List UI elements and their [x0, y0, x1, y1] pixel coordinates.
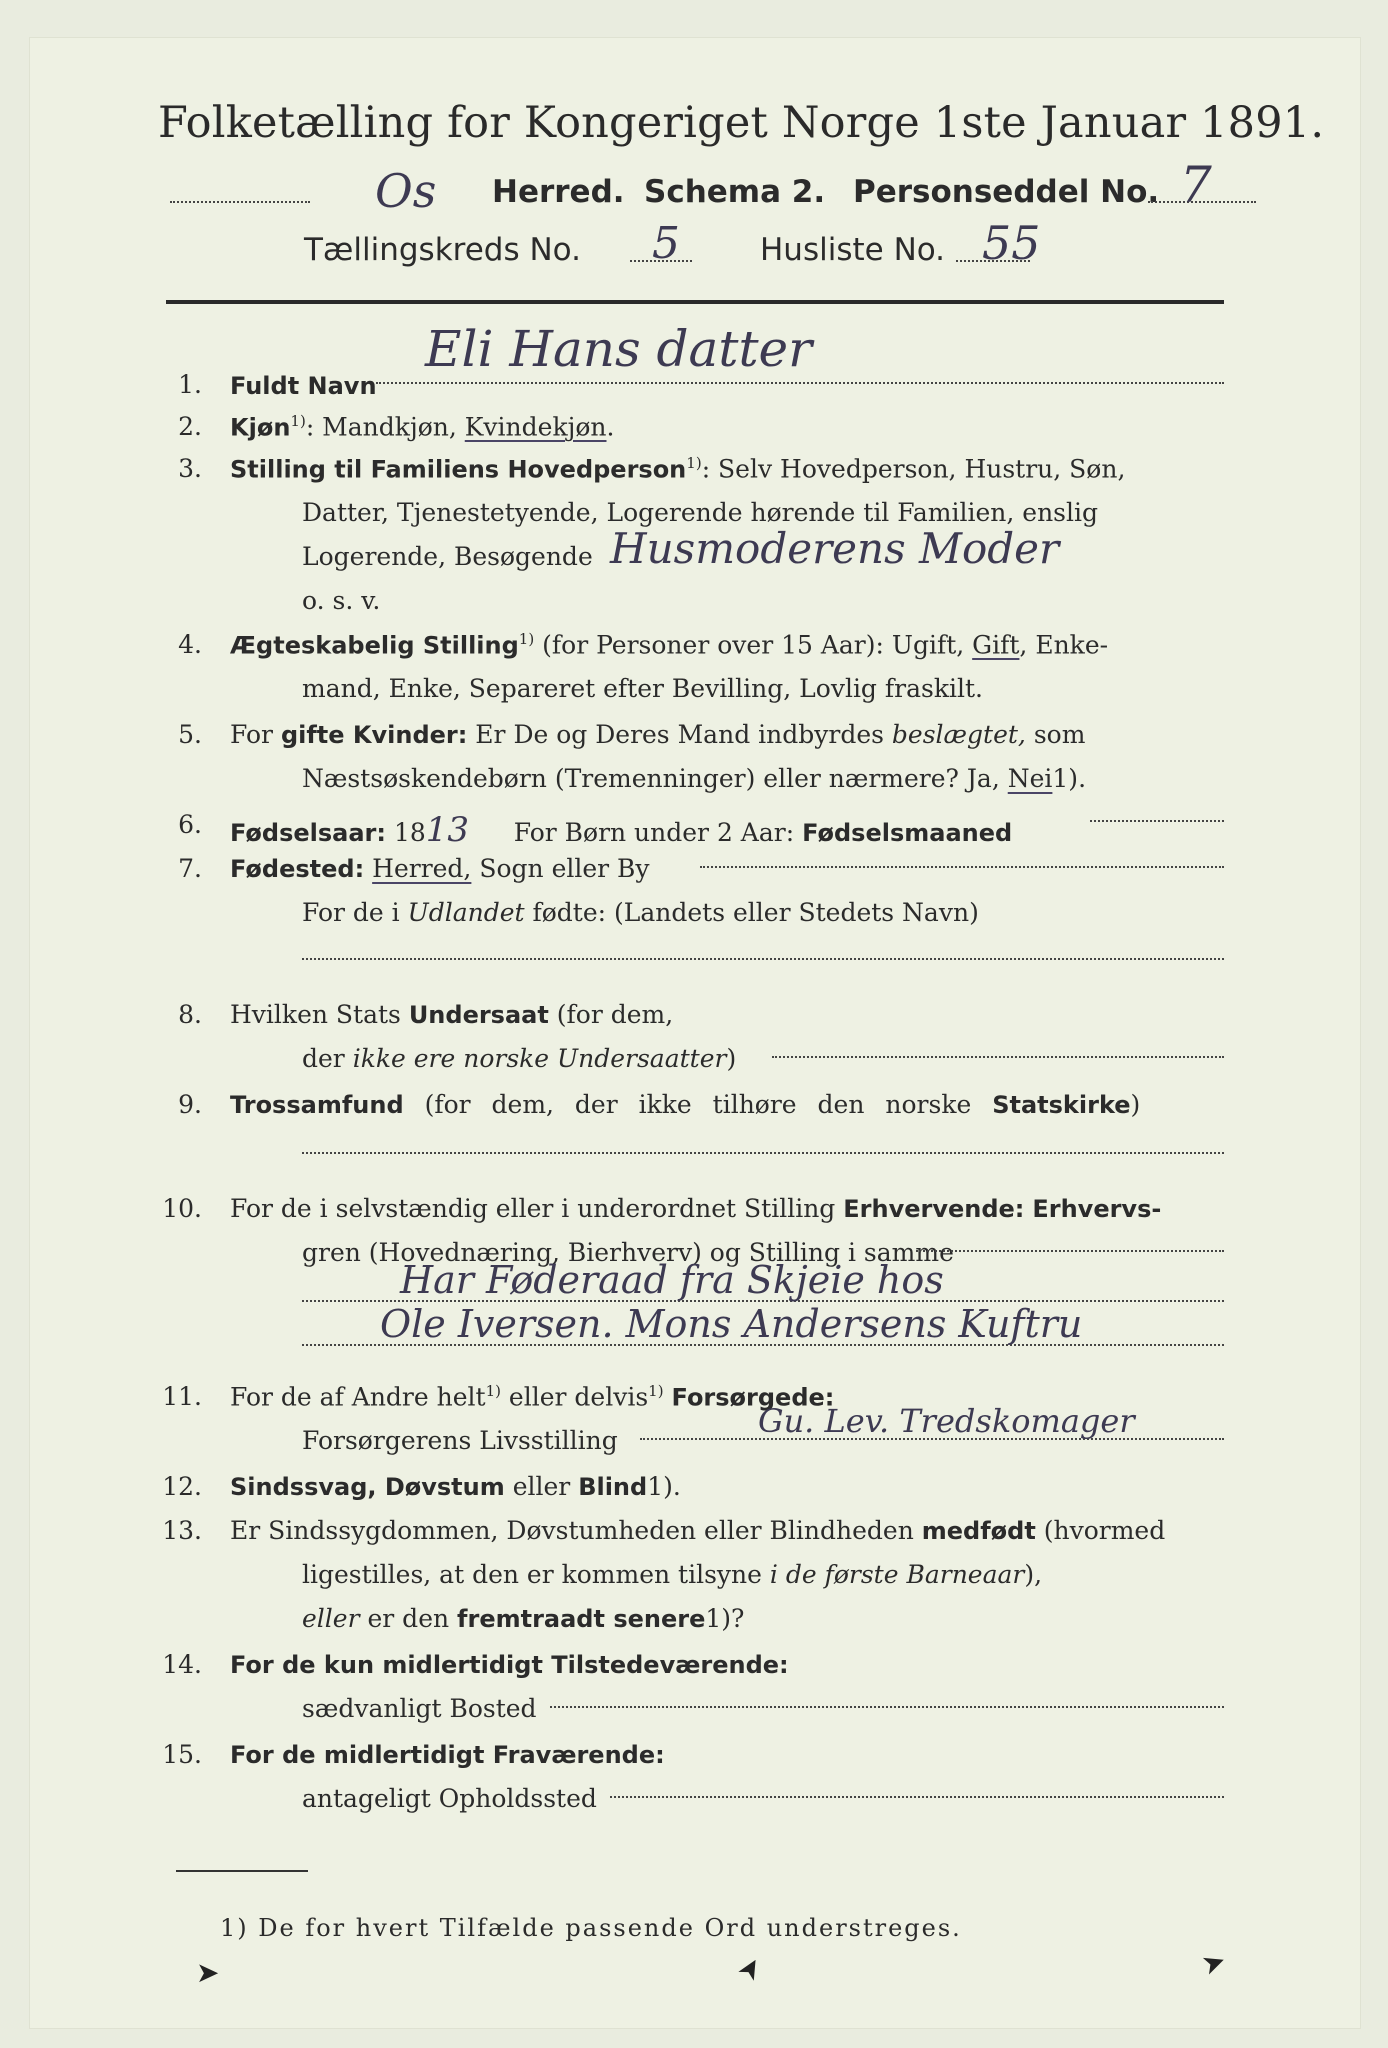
- item-9-tail: ): [1130, 1090, 1141, 1119]
- husliste-label: Husliste No.: [760, 232, 946, 268]
- item-2-sup: 1): [290, 412, 306, 430]
- census-form-sheet: [30, 38, 1360, 2028]
- item-3-line-2: Datter, Tjenestetyende, Logerende hørende til Familien, enslig: [302, 498, 1099, 527]
- item-7-line-2-italic: Udlandet: [407, 898, 525, 927]
- item-12-label: Sindssvag, Døvstum: [230, 1473, 505, 1501]
- item-10-label: Erhvervende:: [843, 1195, 1025, 1223]
- item-1-dotted-line: [376, 382, 1224, 384]
- item-5-line-1: [230, 720, 1085, 749]
- item-9-label: Trossamfund: [230, 1091, 404, 1119]
- item-1-value: Eli Hans datter: [425, 320, 813, 378]
- item-9-number: 9.: [178, 1090, 202, 1119]
- item-13-line-1-pre: Er Sindssygdommen, Døvstumheden eller Blindheden: [230, 1516, 922, 1545]
- personseddel-label: Personseddel No.: [853, 174, 1160, 210]
- item-5-line-1-rest: Er De og Deres Mand indbyrdes: [467, 720, 892, 749]
- item-11-sup-2: 1): [648, 1382, 664, 1400]
- item-10-label-2: Erhvervs-: [1032, 1195, 1162, 1223]
- item-3-label: Stilling til Familiens Hovedperson: [230, 455, 687, 484]
- item-13-label: medfødt: [921, 1517, 1036, 1545]
- form-title: Folketælling for Kongeriget Norge 1ste Januar 1891.: [158, 98, 1325, 148]
- footnote: 1) De for hvert Tilfælde passende Ord understreges.: [220, 1914, 962, 1942]
- item-6-label: Fødselsaar:: [230, 819, 386, 847]
- item-7-number: 7.: [178, 854, 202, 883]
- item-8-line-2-pre: der: [302, 1044, 353, 1073]
- item-13-line-2-italic: i de første Barneaar: [769, 1560, 1025, 1589]
- item-3-line-4: o. s. v.: [302, 586, 381, 615]
- item-7-line-2: [302, 898, 979, 927]
- item-10-line-2: gren (Hovednæring, Bierhverv) og Stilling i samme: [302, 1238, 954, 1267]
- item-12-line: [230, 1472, 681, 1501]
- item-9-dotted-line: [302, 1152, 1224, 1154]
- personseddel-value: 7: [1180, 156, 1212, 214]
- item-14-line-1: [230, 1650, 789, 1679]
- herred-value: Os: [375, 164, 437, 218]
- item-10-dotted-line-1: [916, 1250, 1224, 1252]
- item-15-line-2: antageligt Opholdssted: [302, 1784, 597, 1813]
- item-13-line-3-mid: er den: [359, 1604, 458, 1633]
- item-3-value: Husmoderens Moder: [610, 524, 1060, 573]
- item-4-line-1-rest: (for Personer over 15 Aar): Ugift,: [534, 630, 973, 660]
- item-11-label: Forsørgede:: [671, 1383, 835, 1412]
- item-1-label: Fuldt Navn: [230, 372, 377, 400]
- item-7-line-1-rest: Sogn eller By: [471, 854, 650, 883]
- item-4-line-2: mand, Enke, Separeret efter Bevilling, Lovlig fraskilt.: [302, 674, 983, 703]
- item-11-value: Gu. Lev. Tredskomager: [758, 1402, 1135, 1440]
- item-11-sup: 1): [485, 1382, 501, 1400]
- registration-mark-center: ➤: [729, 1950, 770, 1987]
- item-9-label-2: Statskirke: [992, 1091, 1131, 1119]
- item-13-line-3: [302, 1604, 744, 1633]
- item-5-number: 5.: [178, 720, 202, 749]
- item-13-label-2: fremtraadt senere: [457, 1605, 706, 1633]
- item-10-line-1-pre: For de i selvstændig eller i underordnet Stilling: [230, 1194, 844, 1223]
- tellingskreds-value: 5: [652, 218, 680, 269]
- item-1-number: 1.: [178, 370, 202, 399]
- item-12-label-2: Blind: [578, 1473, 648, 1501]
- item-4-sup: 1): [518, 630, 535, 648]
- item-3-line-1-rest: : Selv Hovedperson, Hustru, Søn,: [701, 454, 1126, 484]
- item-13-line-2-pre: ligestilles, at den er kommen tilsyne: [302, 1560, 770, 1589]
- item-13-line-3-tail: 1)?: [705, 1604, 745, 1633]
- item-14-number: 14.: [162, 1650, 202, 1679]
- husliste-value: 55: [982, 216, 1041, 270]
- item-2-label: Kjøn: [230, 413, 291, 442]
- item-5-line-2-tail: 1).: [1052, 764, 1087, 793]
- item-13-line-1: [230, 1516, 1165, 1545]
- item-11-line-2: Forsørgerens Livsstilling: [302, 1426, 618, 1455]
- item-11-line-1: [230, 1382, 834, 1411]
- item-7-label: Fødested:: [230, 855, 365, 883]
- item-15-number: 15.: [162, 1740, 202, 1769]
- item-6-rest: For Børn under 2 Aar:: [505, 818, 803, 847]
- item-12-rest: eller: [504, 1472, 579, 1501]
- item-4-line-1-tail: , Enke-: [1019, 630, 1109, 660]
- item-2-text: [230, 412, 614, 441]
- item-13-number: 13.: [162, 1516, 202, 1545]
- item-11-number: 11.: [162, 1382, 202, 1411]
- item-6-number: 6.: [178, 810, 202, 839]
- item-8-dotted-line: [772, 1056, 1224, 1058]
- item-8-line-2: [302, 1044, 736, 1073]
- item-3-sup: 1): [686, 454, 702, 472]
- item-7-line-2-rest: fødte: (Landets eller Stedets Navn): [524, 898, 979, 927]
- item-1-text: [230, 371, 377, 400]
- item-3-number: 3.: [178, 454, 202, 483]
- item-7-line-1: [230, 854, 650, 883]
- header-rule: [166, 300, 1224, 304]
- item-14-dotted-line: [550, 1706, 1224, 1708]
- item-4-number: 4.: [178, 630, 202, 659]
- item-13-line-2-tail: ),: [1024, 1560, 1043, 1589]
- item-15-line-1: [230, 1740, 665, 1769]
- item-4-selected: Gift: [972, 630, 1020, 660]
- item-9-rest: (for dem, der ikke tilhøre den norske: [403, 1090, 993, 1119]
- item-5-label: gifte Kvinder:: [280, 721, 468, 749]
- item-15-label: For de midlertidigt Fraværende:: [230, 1741, 665, 1769]
- item-7-dotted-line-2: [302, 958, 1224, 960]
- item-10-number: 10.: [162, 1194, 202, 1223]
- item-13-line-1-tail: (hvormed: [1035, 1516, 1166, 1545]
- schema-label: Schema 2.: [644, 174, 826, 210]
- item-2-number: 2.: [178, 412, 202, 441]
- item-8-number: 8.: [178, 1000, 202, 1029]
- item-8-line-1-rest: (for dem,: [548, 1000, 674, 1029]
- item-5-line-2: [302, 764, 1086, 793]
- item-15-dotted-line: [610, 1796, 1224, 1798]
- item-8-line-1-pre: Hvilken Stats: [230, 1000, 409, 1029]
- item-8-line-2-tail: ): [726, 1044, 737, 1073]
- item-11-line-1-pre: For de af Andre helt: [230, 1382, 486, 1412]
- item-3-line-3: Logerende, Besøgende: [302, 542, 593, 571]
- item-5-line-2-text: Næstsøskendebørn (Tremenninger) eller nærmere? Ja,: [302, 764, 1008, 793]
- item-8-label: Undersaat: [408, 1001, 549, 1029]
- item-6-value: 13: [425, 810, 470, 850]
- item-5-line-1-tail: som: [1025, 720, 1086, 749]
- item-8-line-1: [230, 1000, 673, 1029]
- item-2-rest: : Mandkjøn,: [305, 412, 465, 442]
- item-6-prefix: 18: [386, 818, 426, 847]
- item-4-line-1: [230, 630, 1108, 659]
- item-12-tail: 1).: [647, 1472, 681, 1501]
- item-5-pre: For: [230, 720, 281, 749]
- item-7-line-2-pre: For de i: [302, 898, 408, 927]
- item-14-label: For de kun midlertidigt Tilstedeværende:: [230, 1651, 789, 1679]
- item-13-line-2: [302, 1560, 1042, 1589]
- herred-label: Herred.: [492, 174, 625, 210]
- item-2-selected: Kvindekjøn: [464, 412, 607, 442]
- item-4-label: Ægteskabelig Stilling: [230, 631, 519, 660]
- item-5-selected: Nei: [1007, 764, 1053, 793]
- item-14-line-2: sædvanligt Bosted: [302, 1694, 537, 1723]
- item-13-line-3-italic: eller: [302, 1604, 360, 1633]
- item-3-line-1: [230, 454, 1125, 483]
- item-6-label-2: Fødselsmaaned: [802, 819, 1013, 847]
- item-9-line: [230, 1090, 1140, 1119]
- tellingskreds-label: Tællingskreds No.: [304, 232, 581, 268]
- item-6-line: [230, 810, 1012, 850]
- registration-mark-left: ➤: [196, 1956, 220, 1989]
- item-7-selected: Herred,: [372, 854, 472, 883]
- item-12-number: 12.: [162, 1472, 202, 1501]
- item-11-line-1-mid: eller delvis: [500, 1382, 649, 1412]
- registration-mark-right: ➤: [1197, 1942, 1231, 1983]
- item-8-line-2-italic: ikke ere norske Undersaatter: [352, 1044, 727, 1073]
- item-10-value-1: Har Føderaad fra Skjeie hos: [400, 1258, 944, 1302]
- item-2-tail: .: [606, 412, 615, 442]
- item-7-dotted-line: [700, 866, 1224, 868]
- herred-dotted-line: [170, 201, 310, 203]
- item-10-line-1: [230, 1194, 1161, 1223]
- footnote-rule: [176, 1870, 308, 1872]
- item-6-dotted-line: [1090, 820, 1224, 822]
- item-10-value-2: Ole Iversen. Mons Andersens Kuftru: [380, 1302, 1083, 1346]
- item-5-italic: beslægtet,: [891, 720, 1026, 749]
